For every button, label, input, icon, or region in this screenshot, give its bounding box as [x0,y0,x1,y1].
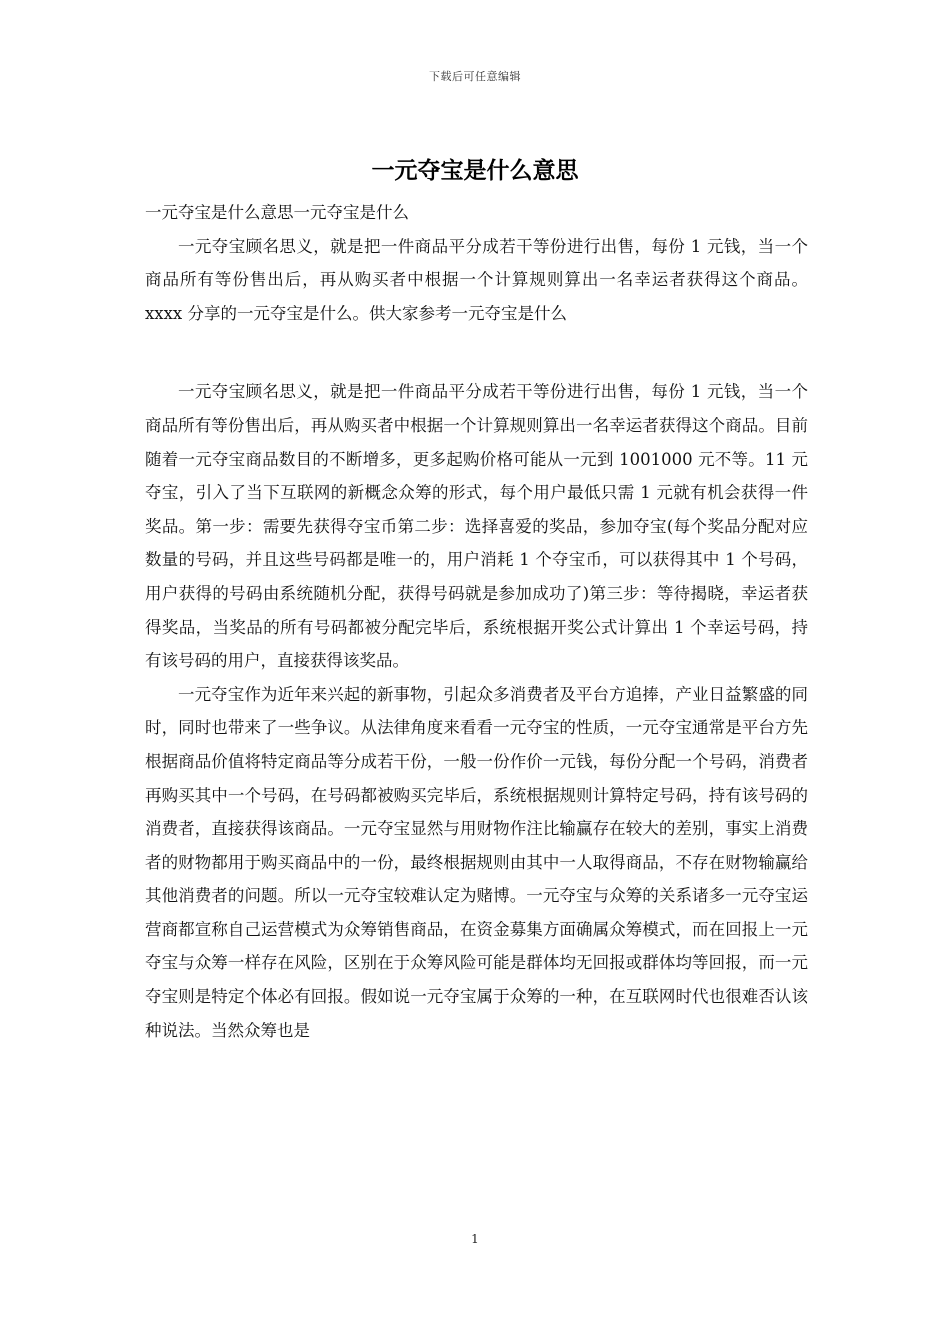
document-title: 一元夺宝是什么意思 [371,157,579,184]
blank-line [145,330,808,375]
document-body [145,196,808,1047]
page-number: 1 [471,1232,479,1246]
paragraph-1: 一元夺宝顾名思义，就是把一件商品平分成若干等份进行出售，每份 1 元钱，当一个商品所有等份售出后，再从购买者中根据一个计算规则算出一名幸运者获得这个商品。xxxx 分享的一元夺宝是什么。供大家参考一元夺宝是什么 [145,236,808,323]
header-note: 下载后可任意编辑 [429,70,521,83]
paragraph-3: 一元夺宝作为近年来兴起的新事物，引起众多消费者及平台方追捧，产业日益繁盛的同时，同时也带来了一些争议。从法律角度来看看一元夺宝的性质，一元夺宝通常是平台方先根据商品价值将特定商品等分成若干份，一般一份作价一元钱，每份分配一个号码，消费者再购买其中一个号码，在号码都被购买完毕后，系统根据规则计算特定号码，持有该号码的消费者，直接获得该商品。一元夺宝显然与用财物作注比输赢存在较大的差别，事实上消费者的财物都用于购买商品中的一份，最终根据规则由其中一人取得商品，不存在财物输赢给其他消费者的问题。所以一元夺宝较难认定为赌博。一元夺宝与众筹的关系诸多一元夺宝运营商都宣称自己运营模式为众筹销售商品，在资金募集方面确属众筹模式，而在回报上一元夺宝与众筹一样存在风险，区别在于众筹风险可能是群体均无回报或群体均等回报，而一元夺宝则是特定个体必有回报。假如说一元夺宝属于众筹的一种，在互联网时代也很难否认该种说法。当然众筹也是 [145,684,808,1040]
document-subtitle: 一元夺宝是什么意思一元夺宝是什么 [145,203,409,222]
paragraph-2: 一元夺宝顾名思义，就是把一件商品平分成若干等份进行出售，每份 1 元钱，当一个商品所有等份售出后，再从购买者中根据一个计算规则算出一名幸运者获得这个商品。目前随着一元夺宝商品数目的不断增多，更多起购价格可能从一元到 1001000 元不等。11 元夺宝，引入了当下互联网的新概念众筹的形式，每个用户最低只需 1 元就有机会获得一件奖品。第一步：需要先获得夺宝币第二步：选择喜爱的奖品，参加夺宝(每个奖品分配对应数量的号码，并且这些号码都是唯一的，用户消耗 1 个夺宝币，可以获得其中 1 个号码，用户获得的号码由系统随机分配，获得号码就是参加成功了)第三步：等待揭晓，幸运者获得奖品，当奖品的所有号码都被分配完毕后，系统根据开奖公式计算出 1 个幸运号码，持有该号码的用户，直接获得该奖品。 [145,382,808,671]
